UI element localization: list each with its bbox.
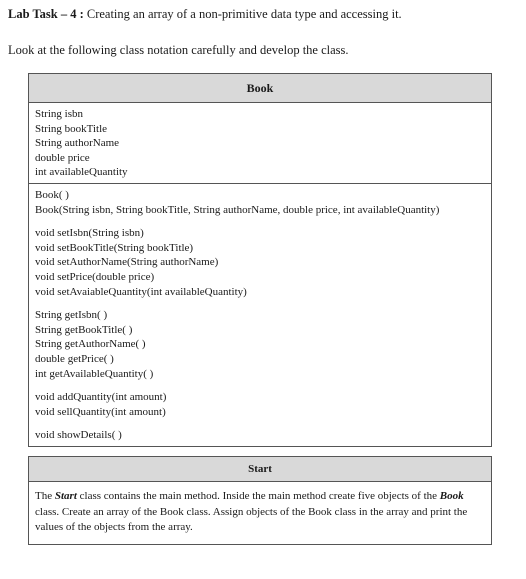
method-line: void setPrice(double price): [35, 270, 155, 283]
method-line: String getAuthorName( ): [35, 338, 146, 351]
method-line: void setBookTitle(String bookTitle): [35, 241, 194, 254]
method-line: Book(String isbn, String bookTitle, String authorName, double price, int availableQuantity): [35, 203, 440, 216]
getter-group: [35, 308, 485, 381]
constructor-group: [35, 188, 485, 217]
task-title: Creating an array of a non-primitive data type and accessing it.: [86, 7, 402, 21]
desc-emphasis-start: Start: [54, 490, 77, 502]
desc-text: class. Create an array of the Book class. Assign objects of the Book class in the array and print the values of the objects from the array.: [35, 505, 468, 533]
method-line: void setIsbn(String isbn): [35, 227, 144, 240]
setter-group: [35, 226, 485, 299]
field-line: int availableQuantity: [35, 166, 128, 179]
method-line: void addQuantity(int amount): [35, 391, 167, 404]
book-class-diagram: [28, 73, 492, 447]
task-label: Lab Task – 4 :: [8, 7, 84, 21]
method-line: int getAvailableQuantity( ): [35, 367, 154, 380]
show-details-group: [35, 428, 485, 443]
desc-text: The: [35, 490, 55, 502]
desc-emphasis-book: Book: [439, 490, 464, 502]
method-line: void setAuthorName(String authorName): [35, 256, 219, 269]
method-line: double getPrice( ): [35, 352, 114, 365]
method-line: String getIsbn( ): [35, 309, 108, 322]
start-class-description: [29, 482, 491, 544]
start-class-name: Start: [29, 457, 491, 482]
book-class-name: Book: [29, 74, 491, 103]
method-line: String getBookTitle( ): [35, 323, 133, 336]
method-line: void sellQuantity(int amount): [35, 405, 166, 418]
field-line: double price: [35, 151, 90, 164]
method-line: Book( ): [35, 188, 69, 201]
desc-text: class contains the main method. Inside the main method create five objects of the: [76, 490, 440, 502]
book-methods-section: [29, 184, 491, 446]
field-line: String isbn: [35, 108, 83, 120]
quantity-method-group: [35, 390, 485, 419]
method-line: void showDetails( ): [35, 429, 122, 442]
method-line: void setAvaiableQuantity(int availableQuantity): [35, 285, 247, 298]
field-line: String bookTitle: [35, 122, 108, 135]
instruction-text: Look at the following class notation carefully and develop the class.: [8, 43, 349, 57]
task-heading: [8, 7, 402, 22]
field-line: String authorName: [35, 137, 120, 150]
start-class-box: [28, 456, 492, 545]
book-fields-section: [29, 103, 491, 184]
